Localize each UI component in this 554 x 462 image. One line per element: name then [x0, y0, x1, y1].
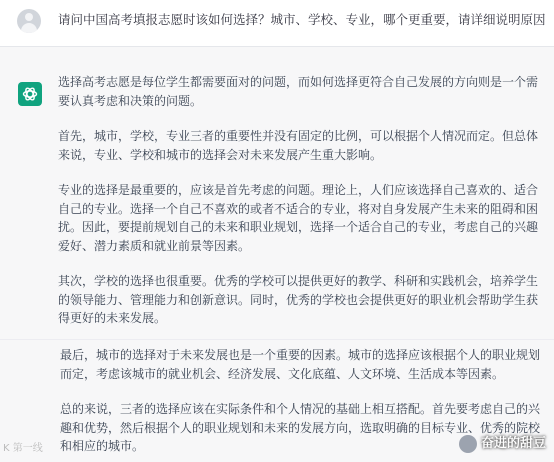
- answer-paragraph: 首先，城市，学校，专业三者的重要性并没有固定的比例，可以根据个人情况而定。但总体来说，专业、学校和城市的选择会对未来发展产生重大影响。: [58, 129, 539, 162]
- user-message-text: 请问中国高考填报志愿时该如何选择？城市、学校、专业，哪个更重要，请详细说明原因: [58, 12, 546, 27]
- answer-paragraph: 专业的选择是最重要的，应该是首先考虑的问题。理论上，人们应该选择自己喜欢的、适合自己的专业。选择一个自己不喜欢的或者不适合的专业，将对自身发展产生未来的阻碍和困扰。因此，要提前规划自己的未来和职业规划，选择一个适合自己的专业，考虑自己的兴趣爱好、潜力素质和就业前景等因素。: [58, 183, 539, 253]
- watermark-right: [459, 432, 546, 453]
- watermark-logo-icon: [459, 435, 477, 453]
- answer-paragraph: 总的来说，三者的选择应该在实际条件和个人情况的基础上相互搭配。首先要考虑自己的兴趣和优势，然后根据个人的职业规划和未来的发展方向，选取明确的目标专业、优秀的院校和相应的城市。: [60, 402, 541, 453]
- assistant-message: [0, 47, 554, 339]
- user-message: [0, 0, 554, 47]
- answer-paragraph: 最后，城市的选择对于未来发展也是一个重要的因素。城市的选择应该根据个人的职业规划而定，考虑该城市的就业机会、经济发展、文化底蕴、人文环境、生活成本等因素。: [60, 348, 541, 381]
- answer-paragraph: 选择高考志愿是每位学生都需要面对的问题，而如何选择更符合自己发展的方向则是一个需要认真考虑和决策的问题。: [58, 75, 539, 108]
- watermark-right-text: 奋进的甜豆: [480, 436, 546, 451]
- chatgpt-logo-icon: [18, 82, 42, 106]
- user-avatar-icon: [17, 9, 41, 33]
- answer-paragraph: 其次，学校的选择也很重要。优秀的学校可以提供更好的教学、科研和实践机会，培养学生的领导能力、管理能力和创新意识。同时，优秀的学校也会提供更好的职业机会帮助学生获得更好的未来发展。: [58, 274, 539, 325]
- watermark-left: K 第一线: [3, 443, 43, 454]
